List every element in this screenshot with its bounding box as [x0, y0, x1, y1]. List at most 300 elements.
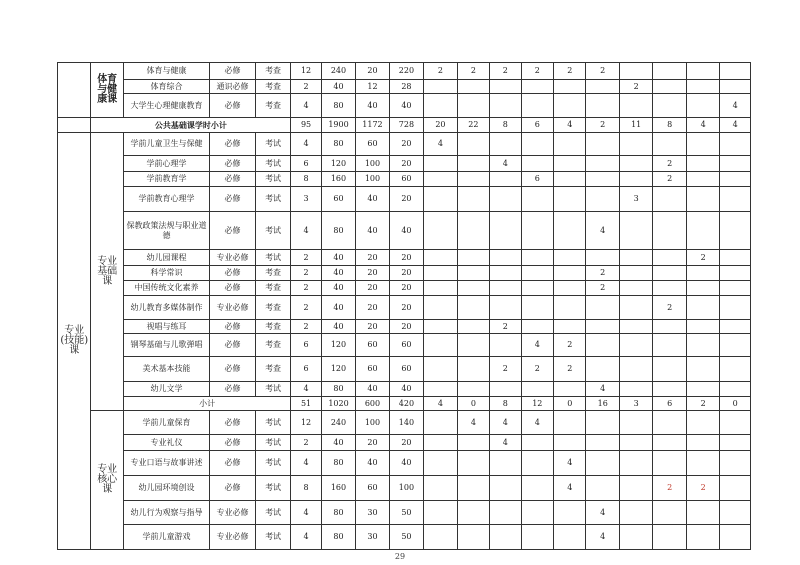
hours-cell: [586, 320, 619, 334]
public-total-value: 22: [457, 118, 489, 133]
hours-cell: [686, 435, 719, 451]
course-type: 专业必修: [210, 525, 256, 550]
course-type: 必修: [210, 266, 256, 281]
hours-cell: [424, 250, 457, 266]
table-row: [58, 320, 751, 334]
hours-cell: 20: [356, 266, 389, 281]
table-row: [58, 250, 751, 266]
hours-cell: [521, 212, 553, 250]
hours-cell: [720, 187, 751, 212]
hours-cell: 100: [356, 156, 389, 172]
hours-cell: 80: [321, 382, 355, 397]
course-name: 钢琴基础与儿歌弹唱: [123, 334, 209, 357]
hours-cell: 100: [356, 172, 389, 187]
hours-cell: [490, 382, 521, 397]
assessment: 考试: [255, 212, 291, 250]
subtotal-value: 0: [554, 397, 586, 411]
course-name: 学前儿童保育: [123, 411, 209, 435]
course-name: 专业口语与故事讲述: [123, 451, 209, 476]
hours-cell: 80: [321, 525, 355, 550]
hours-cell: 2: [291, 296, 321, 320]
hours-cell: [554, 187, 586, 212]
public-total-value: 4: [554, 118, 586, 133]
hours-cell: [424, 334, 457, 357]
course-type: 必修: [210, 382, 256, 397]
hours-cell: 40: [321, 435, 355, 451]
hours-cell: 2: [424, 63, 457, 80]
hours-cell: [619, 525, 652, 550]
hours-cell: 80: [321, 94, 355, 118]
course-name: 学前心理学: [123, 156, 209, 172]
public-total-value: 4: [686, 118, 719, 133]
hours-cell: [554, 501, 586, 525]
hours-cell: 240: [321, 63, 355, 80]
hours-cell: [490, 451, 521, 476]
hours-cell: [586, 411, 619, 435]
hours-cell: [720, 250, 751, 266]
hours-cell: [653, 133, 686, 156]
hours-cell: 40: [389, 382, 423, 397]
hours-cell: [521, 451, 553, 476]
course-name: 幼儿园环境创设: [123, 476, 209, 501]
public-total-value: 11: [619, 118, 652, 133]
public-total-value: 4: [720, 118, 751, 133]
hours-cell: [720, 133, 751, 156]
course-name: 学前教育心理学: [123, 187, 209, 212]
hours-cell: [424, 187, 457, 212]
table-row: [58, 476, 751, 501]
hours-cell: [490, 133, 521, 156]
category-core: 专业核心课: [91, 411, 123, 550]
hours-cell: [653, 80, 686, 94]
course-type: 必修: [210, 411, 256, 435]
hours-cell: [457, 501, 489, 525]
public-total-value: 728: [389, 118, 423, 133]
hours-cell: [686, 80, 719, 94]
hours-cell: [686, 133, 719, 156]
hours-cell: [586, 250, 619, 266]
assessment: 考查: [255, 320, 291, 334]
hours-cell: [686, 357, 719, 382]
course-type: 通识必修: [210, 80, 256, 94]
hours-cell: [521, 133, 553, 156]
hours-cell: 4: [554, 451, 586, 476]
hours-cell: [619, 435, 652, 451]
hours-cell: 40: [389, 94, 423, 118]
hours-cell: [653, 382, 686, 397]
hours-cell: 4: [291, 501, 321, 525]
hours-cell: 160: [321, 172, 355, 187]
course-type: 必修: [210, 94, 256, 118]
public-total-value: 2: [586, 118, 619, 133]
hours-cell: [457, 435, 489, 451]
hours-cell: 60: [356, 133, 389, 156]
course-type: 专业必修: [210, 296, 256, 320]
subtotal-value: 12: [521, 397, 553, 411]
hours-cell: [586, 133, 619, 156]
assessment: 考查: [255, 63, 291, 80]
hours-cell: [720, 411, 751, 435]
hours-cell: [521, 281, 553, 296]
subtotal-label: 小计: [123, 397, 290, 411]
hours-cell: 20: [389, 435, 423, 451]
hours-cell: 4: [291, 212, 321, 250]
hours-cell: 4: [586, 212, 619, 250]
hours-cell: 2: [619, 80, 652, 94]
table-row: [58, 357, 751, 382]
public-total-label: 公共基础课学时小计: [91, 118, 291, 133]
table-row: [58, 382, 751, 397]
hours-cell: 12: [356, 80, 389, 94]
hours-cell: 6: [521, 172, 553, 187]
hours-cell: [490, 172, 521, 187]
hours-cell: 2: [586, 266, 619, 281]
hours-cell: [490, 296, 521, 320]
hours-cell: [490, 94, 521, 118]
course-name: 幼儿园课程: [123, 250, 209, 266]
course-type: 必修: [210, 63, 256, 80]
hours-cell: 2: [521, 63, 553, 80]
course-type: 专业必修: [210, 250, 256, 266]
hours-cell: 160: [321, 476, 355, 501]
hours-cell: 12: [291, 411, 321, 435]
hours-cell: 2: [686, 250, 719, 266]
hours-cell: [653, 435, 686, 451]
hours-cell: 28: [389, 80, 423, 94]
course-name: 保教政策法规与职业道德: [123, 212, 209, 250]
hours-cell: [554, 212, 586, 250]
course-type: 必修: [210, 334, 256, 357]
hours-cell: [521, 435, 553, 451]
assessment: 考试: [255, 451, 291, 476]
assessment: 考试: [255, 435, 291, 451]
hours-cell: [554, 320, 586, 334]
hours-cell: [720, 382, 751, 397]
table-row: [58, 63, 751, 80]
assessment: 考查: [255, 296, 291, 320]
hours-cell: 40: [321, 296, 355, 320]
hours-cell: 20: [389, 187, 423, 212]
hours-cell: 2: [554, 63, 586, 80]
hours-cell: [424, 435, 457, 451]
hours-cell: [653, 266, 686, 281]
hours-cell: [720, 451, 751, 476]
hours-cell: [586, 334, 619, 357]
hours-cell: 60: [389, 357, 423, 382]
subtotal-value: 3: [619, 397, 652, 411]
public-total-value: 1900: [321, 118, 355, 133]
hours-cell: 60: [321, 187, 355, 212]
hours-cell: [521, 250, 553, 266]
hours-cell: [424, 80, 457, 94]
hours-cell: [457, 187, 489, 212]
hours-cell: 50: [389, 525, 423, 550]
hours-cell: [457, 296, 489, 320]
hours-cell: 4: [586, 525, 619, 550]
hours-cell: 2: [653, 296, 686, 320]
hours-cell: [619, 476, 652, 501]
table-row: [58, 266, 751, 281]
hours-cell: 80: [321, 451, 355, 476]
course-type: 必修: [210, 133, 256, 156]
hours-cell: 20: [356, 63, 389, 80]
hours-cell: 2: [291, 80, 321, 94]
hours-cell: 4: [490, 435, 521, 451]
hours-cell: 2: [653, 156, 686, 172]
hours-cell: [457, 133, 489, 156]
hours-cell: 2: [586, 63, 619, 80]
hours-cell: 4: [291, 382, 321, 397]
hours-cell: 4: [720, 94, 751, 118]
hours-cell: [653, 357, 686, 382]
hours-cell: [586, 94, 619, 118]
hours-cell: [619, 94, 652, 118]
hours-cell: 40: [321, 281, 355, 296]
hours-cell: [457, 250, 489, 266]
hours-cell: [457, 357, 489, 382]
hours-cell: 20: [356, 435, 389, 451]
course-type: 必修: [210, 212, 256, 250]
subtotal-value: 8: [490, 397, 521, 411]
course-name: 专业礼仪: [123, 435, 209, 451]
assessment: 考试: [255, 525, 291, 550]
hours-cell: 4: [490, 411, 521, 435]
hours-cell: 4: [521, 334, 553, 357]
hours-cell: [490, 212, 521, 250]
course-type: 必修: [210, 451, 256, 476]
hours-cell: [586, 80, 619, 94]
hours-cell: [653, 94, 686, 118]
hours-cell: [457, 94, 489, 118]
hours-cell: 2: [291, 266, 321, 281]
subtotal-value: 6: [653, 397, 686, 411]
hours-cell: [457, 334, 489, 357]
hours-cell: [490, 250, 521, 266]
hours-cell: 8: [291, 172, 321, 187]
course-type: 必修: [210, 357, 256, 382]
hours-cell: [554, 411, 586, 435]
subtotal-value: 2: [686, 397, 719, 411]
hours-cell: [424, 266, 457, 281]
hours-cell: [554, 266, 586, 281]
course-name: 大学生心理健康教育: [123, 94, 209, 118]
hours-cell: [720, 281, 751, 296]
hours-cell: [686, 156, 719, 172]
hours-cell: 20: [389, 266, 423, 281]
hours-cell: [653, 320, 686, 334]
hours-cell: 40: [389, 212, 423, 250]
category-pe: 体育与健康课: [91, 63, 123, 118]
hours-cell: [653, 411, 686, 435]
hours-cell: [686, 212, 719, 250]
assessment: 考查: [255, 357, 291, 382]
hours-cell: [424, 320, 457, 334]
hours-cell: [720, 172, 751, 187]
hours-cell: 4: [291, 133, 321, 156]
hours-cell: 40: [356, 212, 389, 250]
course-type: 必修: [210, 435, 256, 451]
hours-cell: [686, 296, 719, 320]
hours-cell: [554, 382, 586, 397]
table-row: [58, 187, 751, 212]
hours-cell: 120: [321, 357, 355, 382]
hours-cell: [554, 281, 586, 296]
hours-cell: 6: [291, 357, 321, 382]
hours-cell: 20: [356, 296, 389, 320]
public-total-value: 20: [424, 118, 457, 133]
section-professional: 专业(技能)课: [58, 133, 91, 550]
hours-cell: 40: [356, 382, 389, 397]
assessment: 考试: [255, 156, 291, 172]
hours-cell: [424, 281, 457, 296]
hours-cell: [586, 187, 619, 212]
hours-cell: [619, 133, 652, 156]
hours-cell: [686, 266, 719, 281]
course-type: 必修: [210, 187, 256, 212]
hours-cell: [619, 501, 652, 525]
hours-cell: 4: [586, 382, 619, 397]
hours-cell: [586, 357, 619, 382]
hours-cell: 80: [321, 133, 355, 156]
hours-cell: 2: [521, 357, 553, 382]
hours-cell: 2: [490, 320, 521, 334]
hours-cell: 40: [389, 451, 423, 476]
hours-cell: [490, 281, 521, 296]
hours-cell: [619, 250, 652, 266]
hours-cell: [521, 382, 553, 397]
hours-cell: [424, 411, 457, 435]
course-name: 幼儿教育多媒体制作: [123, 296, 209, 320]
hours-cell: 30: [356, 525, 389, 550]
hours-cell: 20: [356, 250, 389, 266]
assessment: 考查: [255, 266, 291, 281]
hours-cell: [720, 476, 751, 501]
course-type: 必修: [210, 476, 256, 501]
hours-cell: 2: [686, 476, 719, 501]
hours-cell: [521, 525, 553, 550]
assessment: 考查: [255, 94, 291, 118]
hours-cell: 2: [291, 435, 321, 451]
hours-cell: 120: [321, 334, 355, 357]
hours-cell: 2: [291, 250, 321, 266]
hours-cell: [521, 266, 553, 281]
subtotal-value: 51: [291, 397, 321, 411]
subtotal-value: 0: [720, 397, 751, 411]
hours-cell: [686, 281, 719, 296]
hours-cell: [490, 476, 521, 501]
hours-cell: 220: [389, 63, 423, 80]
course-name: 学前儿童游戏: [123, 525, 209, 550]
hours-cell: [424, 296, 457, 320]
hours-cell: 240: [321, 411, 355, 435]
hours-cell: [619, 212, 652, 250]
hours-cell: [424, 501, 457, 525]
hours-cell: 100: [389, 476, 423, 501]
hours-cell: [490, 187, 521, 212]
public-total-value: 6: [521, 118, 553, 133]
assessment: 考试: [255, 411, 291, 435]
hours-cell: [720, 63, 751, 80]
hours-cell: 2: [653, 476, 686, 501]
blank-cell: [58, 63, 91, 118]
hours-cell: [653, 281, 686, 296]
hours-cell: 3: [291, 187, 321, 212]
assessment: 考试: [255, 133, 291, 156]
hours-cell: [720, 156, 751, 172]
hours-cell: [554, 296, 586, 320]
assessment: 考试: [255, 187, 291, 212]
hours-cell: 2: [554, 334, 586, 357]
hours-cell: 2: [554, 357, 586, 382]
hours-cell: 20: [389, 296, 423, 320]
hours-cell: [554, 156, 586, 172]
hours-cell: 40: [356, 187, 389, 212]
hours-cell: [424, 94, 457, 118]
hours-cell: [619, 63, 652, 80]
hours-cell: 2: [291, 320, 321, 334]
hours-cell: [686, 525, 719, 550]
table-row: [58, 397, 751, 411]
hours-cell: [490, 501, 521, 525]
hours-cell: [521, 320, 553, 334]
hours-cell: [653, 525, 686, 550]
hours-cell: [554, 435, 586, 451]
hours-cell: 4: [490, 156, 521, 172]
hours-cell: 60: [356, 334, 389, 357]
hours-cell: [720, 435, 751, 451]
hours-cell: [686, 334, 719, 357]
hours-cell: [490, 80, 521, 94]
hours-cell: [457, 476, 489, 501]
hours-cell: [720, 320, 751, 334]
hours-cell: [554, 94, 586, 118]
hours-cell: 40: [321, 266, 355, 281]
hours-cell: [490, 266, 521, 281]
curriculum-table: [57, 62, 751, 550]
hours-cell: [586, 172, 619, 187]
hours-cell: 40: [356, 451, 389, 476]
hours-cell: [424, 156, 457, 172]
hours-cell: [619, 156, 652, 172]
hours-cell: 40: [321, 320, 355, 334]
hours-cell: [619, 172, 652, 187]
assessment: 考查: [255, 281, 291, 296]
hours-cell: 12: [291, 63, 321, 80]
hours-cell: [457, 266, 489, 281]
hours-cell: 120: [321, 156, 355, 172]
hours-cell: 60: [389, 172, 423, 187]
hours-cell: 4: [424, 133, 457, 156]
course-name: 学前儿童卫生与保健: [123, 133, 209, 156]
hours-cell: [686, 382, 719, 397]
table-row: [58, 296, 751, 320]
hours-cell: [424, 525, 457, 550]
hours-cell: 2: [490, 63, 521, 80]
hours-cell: [720, 266, 751, 281]
hours-cell: [457, 156, 489, 172]
hours-cell: 20: [389, 281, 423, 296]
subtotal-value: 4: [424, 397, 457, 411]
table-row: [58, 435, 751, 451]
hours-cell: [653, 334, 686, 357]
hours-cell: [619, 451, 652, 476]
hours-cell: [457, 382, 489, 397]
table-row: [58, 80, 751, 94]
hours-cell: [619, 357, 652, 382]
hours-cell: [490, 334, 521, 357]
hours-cell: [653, 187, 686, 212]
hours-cell: 140: [389, 411, 423, 435]
